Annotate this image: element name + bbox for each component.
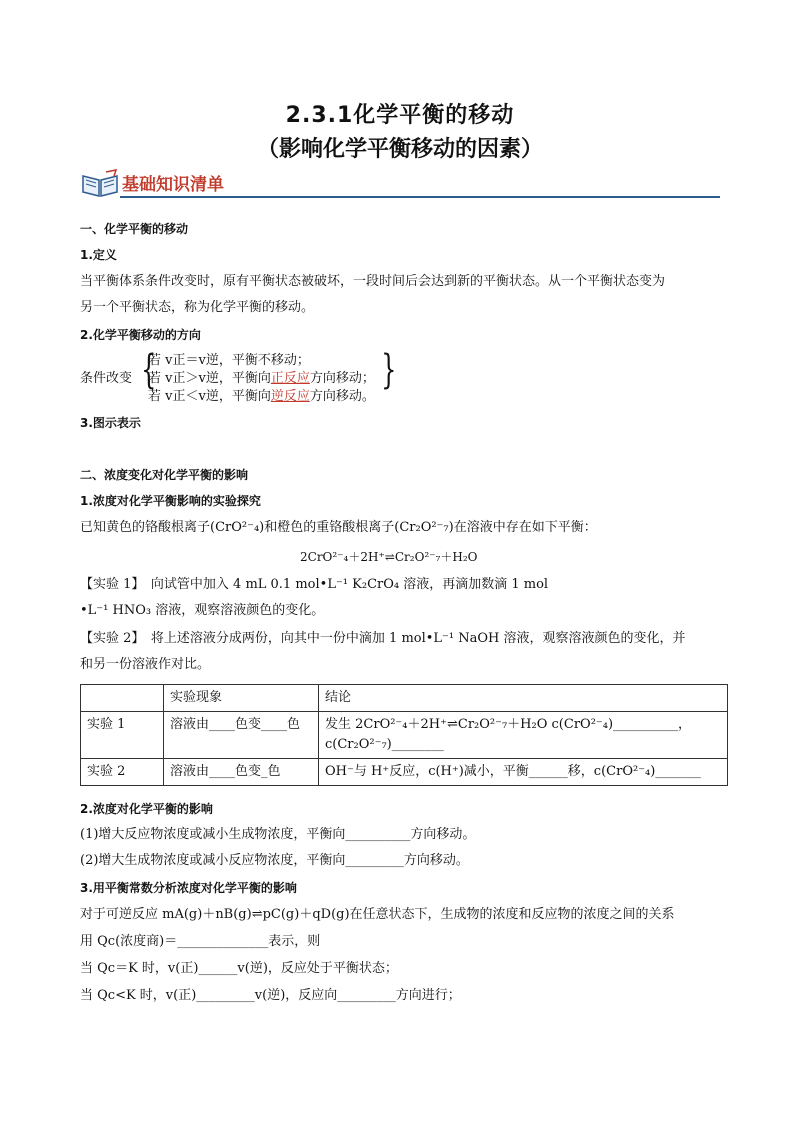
influence-item-1: (1)增大反应物浓度或减小生成物浓度，平衡向__________方向移动。 [80,827,476,842]
page-subtitle: （影响化学平衡移动的因素） [256,137,543,162]
experiment1-text-a: 【实验 1】 向试管中加入 4 mL 0.1 mol•L⁻¹ K₂CrO₄ 溶液，再滴加数滴 1 mol [80,577,549,592]
condition-line-3: 若 v正＜v逆，平衡向逆反应方向移动。 [148,389,375,404]
left-brace: { [141,347,157,393]
direction-heading: 2.化学平衡移动的方向 [80,328,201,342]
condition-line-1: 若 v正＝v逆，平衡不移动； [148,353,310,368]
k-text-4: 当 Qc<K 时，v(正)_________v(逆)，反应向_________方向进行； [80,988,461,1003]
intro-text: 已知黄色的铬酸根离子(CrO²⁻₄)和橙色的重铬酸根离子(Cr₂O²⁻₇)在溶液中存在如下平衡： [80,520,597,535]
influence-item-2: (2)增大生成物浓度或减小反应物浓度，平衡向_________方向移动。 [80,853,469,868]
banner-label: 基础知识清单 [122,175,224,195]
table-header: 实验现象 [164,685,319,712]
experiment1-text-b: •L⁻¹ HNO₃ 溶液，观察溶液颜色的变化。 [80,603,325,618]
answer-forward: 正反应 [270,371,310,386]
table-cell: 实验 1 [81,712,164,759]
experiment2-text-a: 【实验 2】 将上述溶液分成两份，向其中一份中滴加 1 mol•L⁻¹ NaOH 溶液，观察溶液颜色的变化，并 [80,631,686,646]
table-row [81,712,728,759]
experiment-table [80,684,728,786]
table-row [81,759,728,786]
answer-reverse: 逆反应 [270,389,310,404]
figure-heading: 3.图示表示 [80,416,141,430]
table-cell: 实验 2 [81,759,164,786]
table-cell: 溶液由____色变____色 [164,712,319,759]
k-text-1: 对于可逆反应 mA(g)＋nB(g)⇌pC(g)＋qD(g)在任意状态下，生成物的浓度和反应物的浓度之间的关系 [80,907,675,922]
condition-line-2: 若 v正＞v逆，平衡向正反应方向移动； [148,371,375,386]
k-text-2: 用 Qc(浓度商)＝______________表示，则 [80,934,321,949]
section-banner [80,168,720,200]
k-heading: 3.用平衡常数分析浓度对化学平衡的影响 [80,881,297,895]
k-text-3: 当 Qc＝K 时，v(正)______v(逆)，反应处于平衡状态； [80,961,398,976]
definition-text-2: 另一个平衡状态，称为化学平衡的移动。 [80,300,315,315]
table-cell: OH⁻与 H⁺反应，c(H⁺)减小，平衡______移，c(CrO²⁻₄)_______ [319,759,728,786]
banner-divider [120,196,720,198]
influence-heading: 2.浓度对化学平衡的影响 [80,802,213,816]
table-header [81,685,164,712]
table-cell: 发生 2CrO²⁻₄＋2H⁺⇌Cr₂O²⁻₇＋H₂O c(CrO²⁻₄)__________， c(Cr₂O²⁻₇)________ [319,712,728,759]
table-header: 结论 [319,685,728,712]
page-title: 2.3.1化学平衡的移动 [285,103,515,128]
section2-heading: 二、浓度变化对化学平衡的影响 [80,468,249,482]
definition-text-1: 当平衡体系条件改变时，原有平衡状态被破坏，一段时间后会达到新的平衡状态。从一个平衡状态变为 [80,274,666,289]
condition-label: 条件改变 [80,371,133,386]
table-cell: 溶液由____色变_色 [164,759,319,786]
book-icon [80,168,120,198]
right-brace: } [381,347,397,393]
experiment2-text-b: 和另一份溶液作对比。 [80,657,211,672]
experiment-heading: 1.浓度对化学平衡影响的实验探究 [80,494,261,508]
definition-heading: 1.定义 [80,248,117,262]
section1-heading: 一、化学平衡的移动 [80,222,189,236]
table-header-row [81,685,728,712]
equilibrium-equation: 2CrO²⁻₄＋2H⁺⇌Cr₂O²⁻₇＋H₂O [300,550,478,564]
